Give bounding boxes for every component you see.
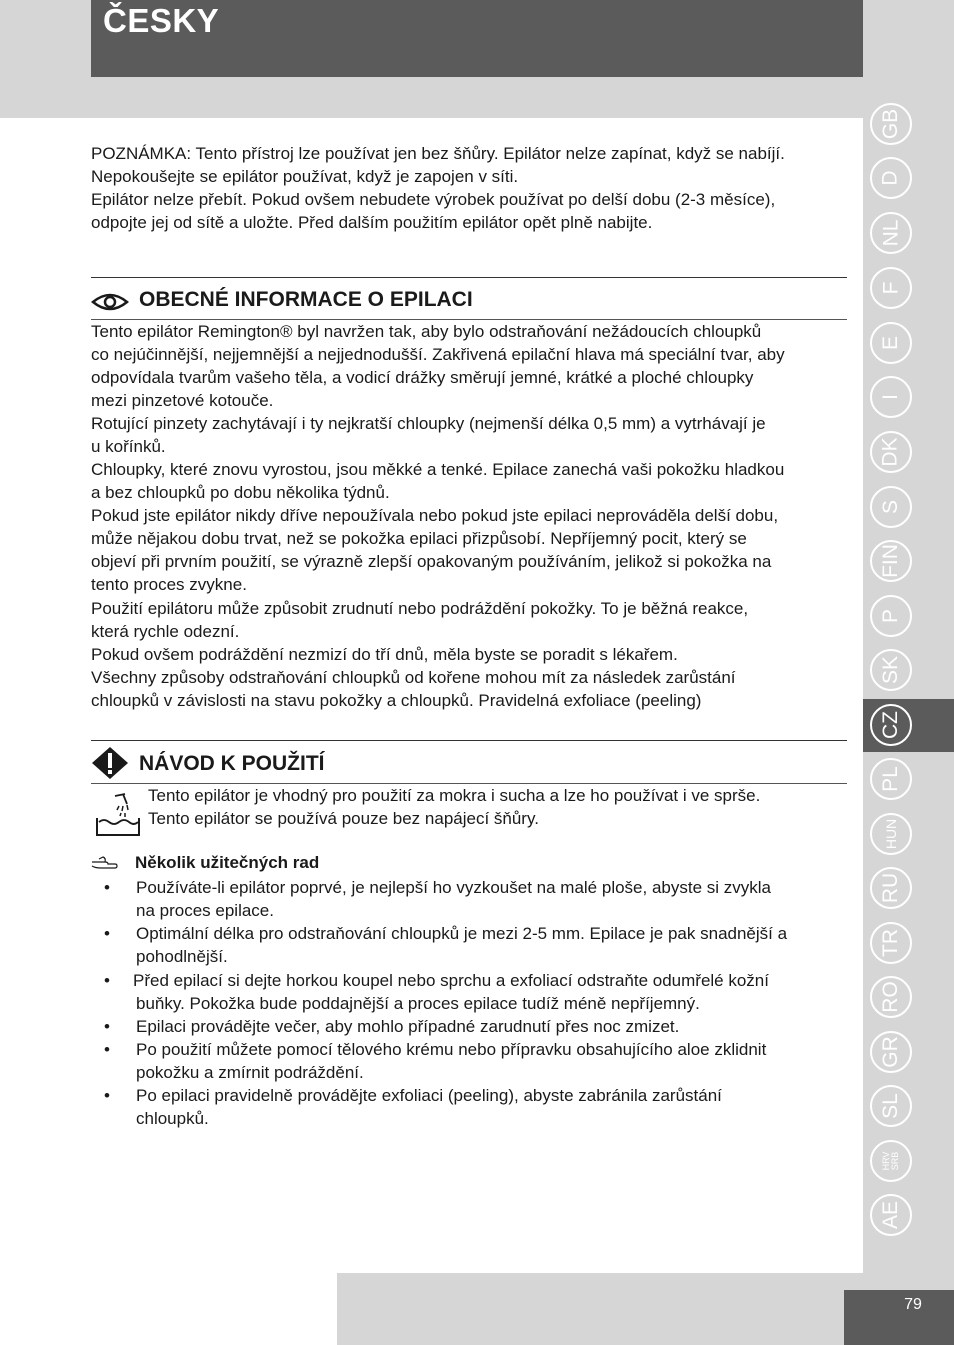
paragraph-line: Tento epilátor Remington® byl navržen tak, aby bylo odstraňování nežádoucích chloupků xyxy=(91,322,762,341)
list-item-line: Po použití můžete pomocí tělového krému nebo přípravku obsahujícího aloe zklidnit xyxy=(136,1040,767,1059)
tab-sl[interactable] xyxy=(870,1085,912,1127)
paragraph-line: tento proces zvykne. xyxy=(91,575,247,594)
page-number-box xyxy=(844,1290,954,1345)
pointing-hand-icon xyxy=(91,855,119,871)
section-title-instructions: NÁVOD K POUŽITÍ xyxy=(139,752,325,775)
list-item-line: pokožku a zmírnit podráždění. xyxy=(136,1063,364,1082)
tab-label: HRV SRB xyxy=(881,1151,900,1171)
bullet: • xyxy=(104,1086,110,1105)
paragraph-line: Použití epilátoru může způsobit zrudnutí nebo podráždění pokožky. To je běžná reakce, xyxy=(91,599,749,618)
bullet: • xyxy=(104,971,110,990)
intro-line: POZNÁMKA: Tento přístroj lze používat jen bez šňůry. Epilátor nelze zapínat, když se nabíjí. xyxy=(91,144,785,163)
tab-sk[interactable] xyxy=(870,649,912,691)
water-use-line: Tento epilátor se používá pouze bez napájecí šňůry. xyxy=(148,809,539,828)
bullet: • xyxy=(104,1017,110,1036)
tab-label: FIN xyxy=(878,544,902,578)
list-item xyxy=(136,876,851,922)
tab-label: TR xyxy=(879,929,902,957)
paragraph-line: objeví při prvním použití, se výrazně zlepší opakovaným používáním, jelikož si pokožka na xyxy=(91,552,772,571)
tab-label: S xyxy=(878,499,902,515)
tab-label: AE xyxy=(878,1200,902,1230)
list-item xyxy=(136,922,851,968)
list-item-line: Po epilaci pravidelně provádějte exfoliaci (peeling), abyste zabránila zarůstání xyxy=(136,1086,722,1105)
tab-label: PL xyxy=(879,766,902,792)
section-rule xyxy=(91,740,847,741)
tab-label: GB xyxy=(879,108,902,140)
paragraph-line: mezi pinzetové kotouče. xyxy=(91,391,274,410)
intro-line: Nepokoušejte se epilátor používat, když je zapojen v síti. xyxy=(91,167,519,186)
paragraph-line: Pokud jste epilátor nikdy dříve nepoužívala nebo pokud jste epilaci neprováděla delší dobu, xyxy=(91,506,779,525)
list-item-line: Epilaci provádějte večer, aby mohlo případné zarudnutí přes noc zmizet. xyxy=(136,1017,680,1036)
paragraph-line: Rotující pinzety zachytávají i ty nejkratší chloupky (nejmenší délka 0,5 mm) a vytrhávají je xyxy=(91,414,766,433)
tab-pl[interactable] xyxy=(870,758,912,800)
page-title: ČESKY xyxy=(103,2,220,39)
list-item-line: buňky. Pokožka bude poddajnější a proces epilace tudíž méně nepříjemný. xyxy=(136,994,700,1013)
tab-p[interactable] xyxy=(870,595,912,637)
tab-hrv-srb[interactable] xyxy=(870,1140,912,1182)
tips-title: Několik užitečných rad xyxy=(135,853,320,872)
paragraph-line: u kořínků. xyxy=(91,437,166,456)
shower-bath-icon xyxy=(95,792,141,838)
page-number: 79 xyxy=(904,1296,922,1313)
paragraph-line: co nejúčinnější, nejjemnější a nejjednodušší. Zakřivená epilační hlava má speciální tvar, aby xyxy=(91,345,785,364)
paragraph-line: může nějakou dobu trvat, než se pokožka epilaci přizpůsobí. Nepříjemný pocit, který se xyxy=(91,529,747,548)
paragraph-line: Pokud ovšem podráždění nezmizí do tří dnů, měla byste se poradit s lékařem. xyxy=(91,645,678,664)
tab-label: GR xyxy=(879,1036,902,1068)
tab-label: SK xyxy=(878,655,902,685)
tab-label: CZ xyxy=(879,711,902,739)
tab-label: F xyxy=(878,281,902,295)
intro-line: odpojte jej od sítě a uložte. Před dalším použitím epilátor opět plně nabijte. xyxy=(91,213,653,232)
tab-label: SL xyxy=(879,1093,902,1119)
bullet: • xyxy=(104,924,110,943)
section-rule xyxy=(91,277,847,278)
tab-d[interactable] xyxy=(870,157,912,199)
list-item xyxy=(133,969,848,1015)
tab-label: RU xyxy=(879,872,902,904)
tab-label: RO xyxy=(879,981,902,1013)
tab-ro[interactable] xyxy=(870,976,912,1018)
paragraph-line: a bez chloupků po dobu několika týdnů. xyxy=(91,483,390,502)
tab-label: D xyxy=(878,170,902,186)
tab-f[interactable] xyxy=(870,267,912,309)
bullet: • xyxy=(104,878,110,897)
list-item-line: Používáte-li epilátor poprvé, je nejlepší ho vyzkoušet na malé ploše, abyste si zvykla xyxy=(136,878,771,897)
list-item-line: Optimální délka pro odstraňování chloupků je mezi 2-5 mm. Epilace je pak snadnější a xyxy=(136,924,788,943)
list-item-line: Před epilací si dejte horkou koupel nebo sprchu a exfoliací odstraňte odumřelé kožní xyxy=(133,971,769,990)
paragraph-line: chloupků v závislosti na stavu pokožky a chloupků. Pravidelná exfoliace (peeling) xyxy=(91,691,702,710)
list-item-line: chloupků. xyxy=(136,1109,209,1128)
tab-label: I xyxy=(879,394,902,400)
tab-cz[interactable] xyxy=(870,704,912,746)
water-use-line: Tento epilátor je vhodný pro použití za mokra i sucha a lze ho používat i ve sprše. xyxy=(148,786,761,805)
tab-ru[interactable] xyxy=(870,867,912,909)
tab-gr[interactable] xyxy=(870,1031,912,1073)
tab-nl[interactable] xyxy=(870,212,912,254)
eye-icon xyxy=(91,290,129,314)
tab-s[interactable] xyxy=(870,486,912,528)
list-item xyxy=(136,1084,851,1130)
tab-fin[interactable] xyxy=(870,540,912,582)
tab-label: DK xyxy=(879,437,902,467)
intro-line: Epilátor nelze přebít. Pokud ovšem nebudete výrobek používat po delší dobu (2-3 měsíce), xyxy=(91,190,776,209)
tab-dk[interactable] xyxy=(870,431,912,473)
tab-hun[interactable] xyxy=(870,813,912,855)
tab-gb[interactable] xyxy=(870,103,912,145)
tab-label: P xyxy=(878,608,902,624)
list-item xyxy=(136,1015,851,1038)
tab-label: E xyxy=(878,335,902,351)
paragraph-line: Chloupky, které znovu vyrostou, jsou měkké a tenké. Epilace zanechá vaši pokožku hladkou xyxy=(91,460,785,479)
tab-label: NL xyxy=(878,219,902,247)
paragraph-line: která rychle odezní. xyxy=(91,622,240,641)
list-item xyxy=(136,1038,851,1084)
list-item-line: na proces epilace. xyxy=(136,901,274,920)
tab-i[interactable] xyxy=(870,376,912,418)
paragraph-line: Všechny způsoby odstraňování chloupků od kořene mohou mít za následek zarůstání xyxy=(91,668,736,687)
section-title-general: OBECNÉ INFORMACE O EPILACI xyxy=(139,288,473,311)
tab-e[interactable] xyxy=(870,322,912,364)
warning-icon xyxy=(91,746,129,780)
list-item-line: pohodlnější. xyxy=(136,947,228,966)
bullet: • xyxy=(104,1040,110,1059)
paragraph-line: odpovídala tvarům vašeho těla, a vodicí drážky směrují jemné, krátké a ploché chloupky xyxy=(91,368,754,387)
tab-ae[interactable] xyxy=(870,1194,912,1236)
tab-label: HUN xyxy=(883,818,899,850)
tab-tr[interactable] xyxy=(870,922,912,964)
